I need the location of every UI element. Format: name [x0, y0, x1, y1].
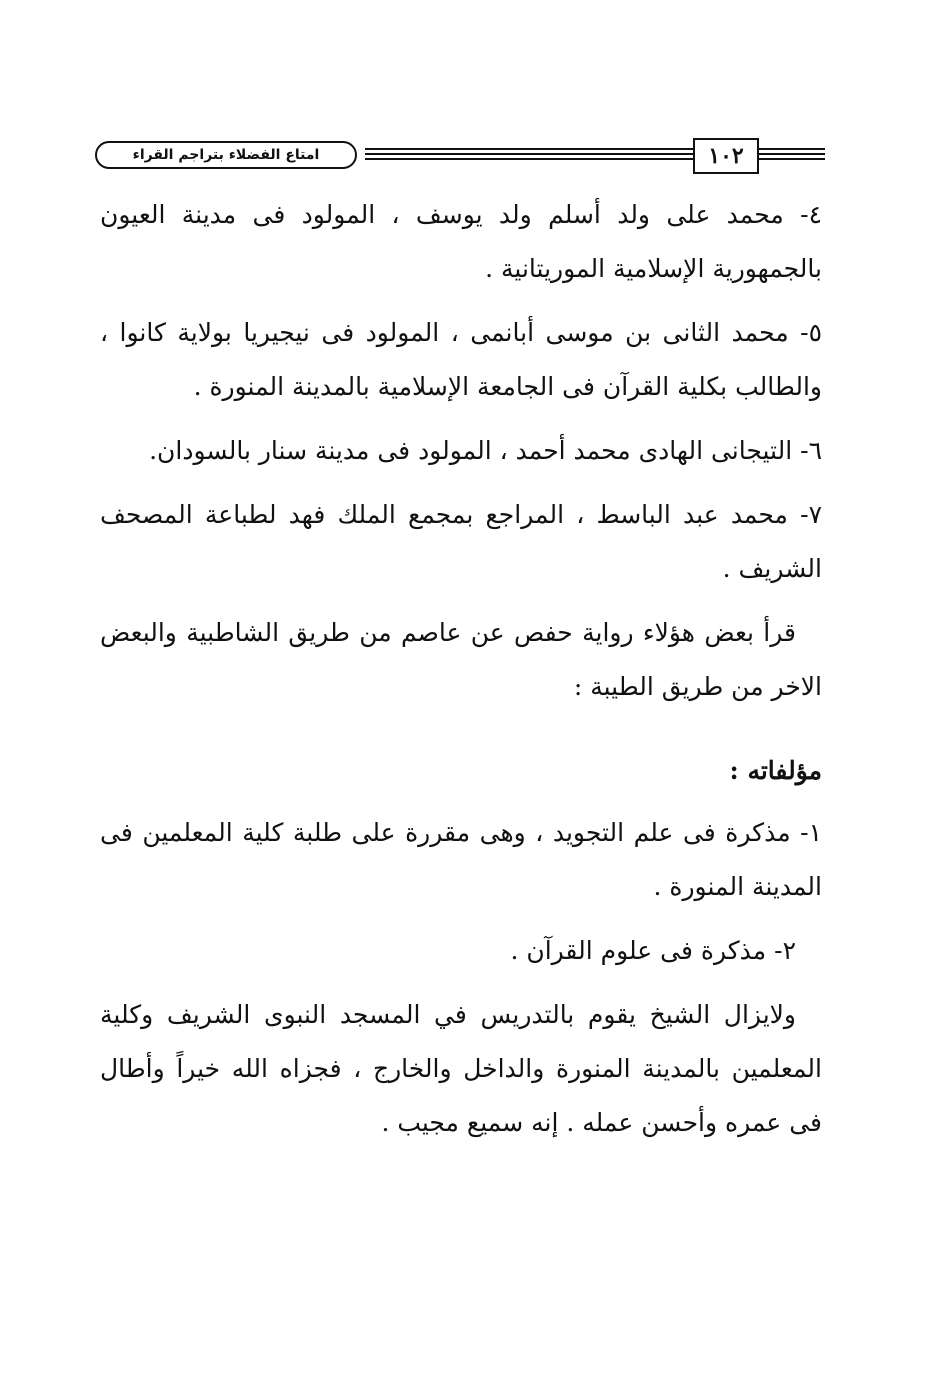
work-entry: ١- مذكرة فى علم التجويد ، وهى مقررة على طلبة كلية المعلمين فى المدينة المنورة . — [100, 818, 822, 901]
student-entry: ٥- محمد الثانى بن موسى أبانمى ، المولود فى نيجيريا بولاية كانوا ، والطالب بكلية القرآن فى الجامعة الإسلامية بالمدينة المنورة . — [100, 318, 822, 401]
closing-paragraph: ولايزال الشيخ يقوم بالتدريس في المسجد النبوى الشريف وكلية المعلمين بالمدينة المنورة والداخل والخارج ، فجزاه الله خيراً وأطال فى عمره وأحسن عمله . إنه سميع مجيب . — [100, 1000, 822, 1137]
works-heading: مؤلفاته : — [729, 756, 822, 785]
student-entry: ٧- محمد عبد الباسط ، المراجع بمجمع الملك فهد لطباعة المصحف الشريف . — [100, 500, 822, 583]
page-body — [100, 188, 822, 1160]
work-entry: ٢- مذكرة فى علوم القرآن . — [510, 936, 796, 965]
running-header — [95, 136, 825, 176]
book-title: امتاع الفضلاء بتراجم القراء — [95, 141, 357, 169]
recitation-note: قرأ بعض هؤلاء رواية حفص عن عاصم من طريق الشاطبية والبعض الاخر من طريق الطيبة : — [100, 618, 822, 701]
student-entry: ٦- التيجانى الهادى محمد أحمد ، المولود فى مدينة سنار بالسودان. — [149, 436, 822, 465]
page-number: ١٠٢ — [693, 138, 759, 174]
student-entry: ٤- محمد على ولد أسلم ولد يوسف ، المولود فى مدينة العيون بالجمهورية الإسلامية الموريتانية . — [100, 200, 822, 283]
